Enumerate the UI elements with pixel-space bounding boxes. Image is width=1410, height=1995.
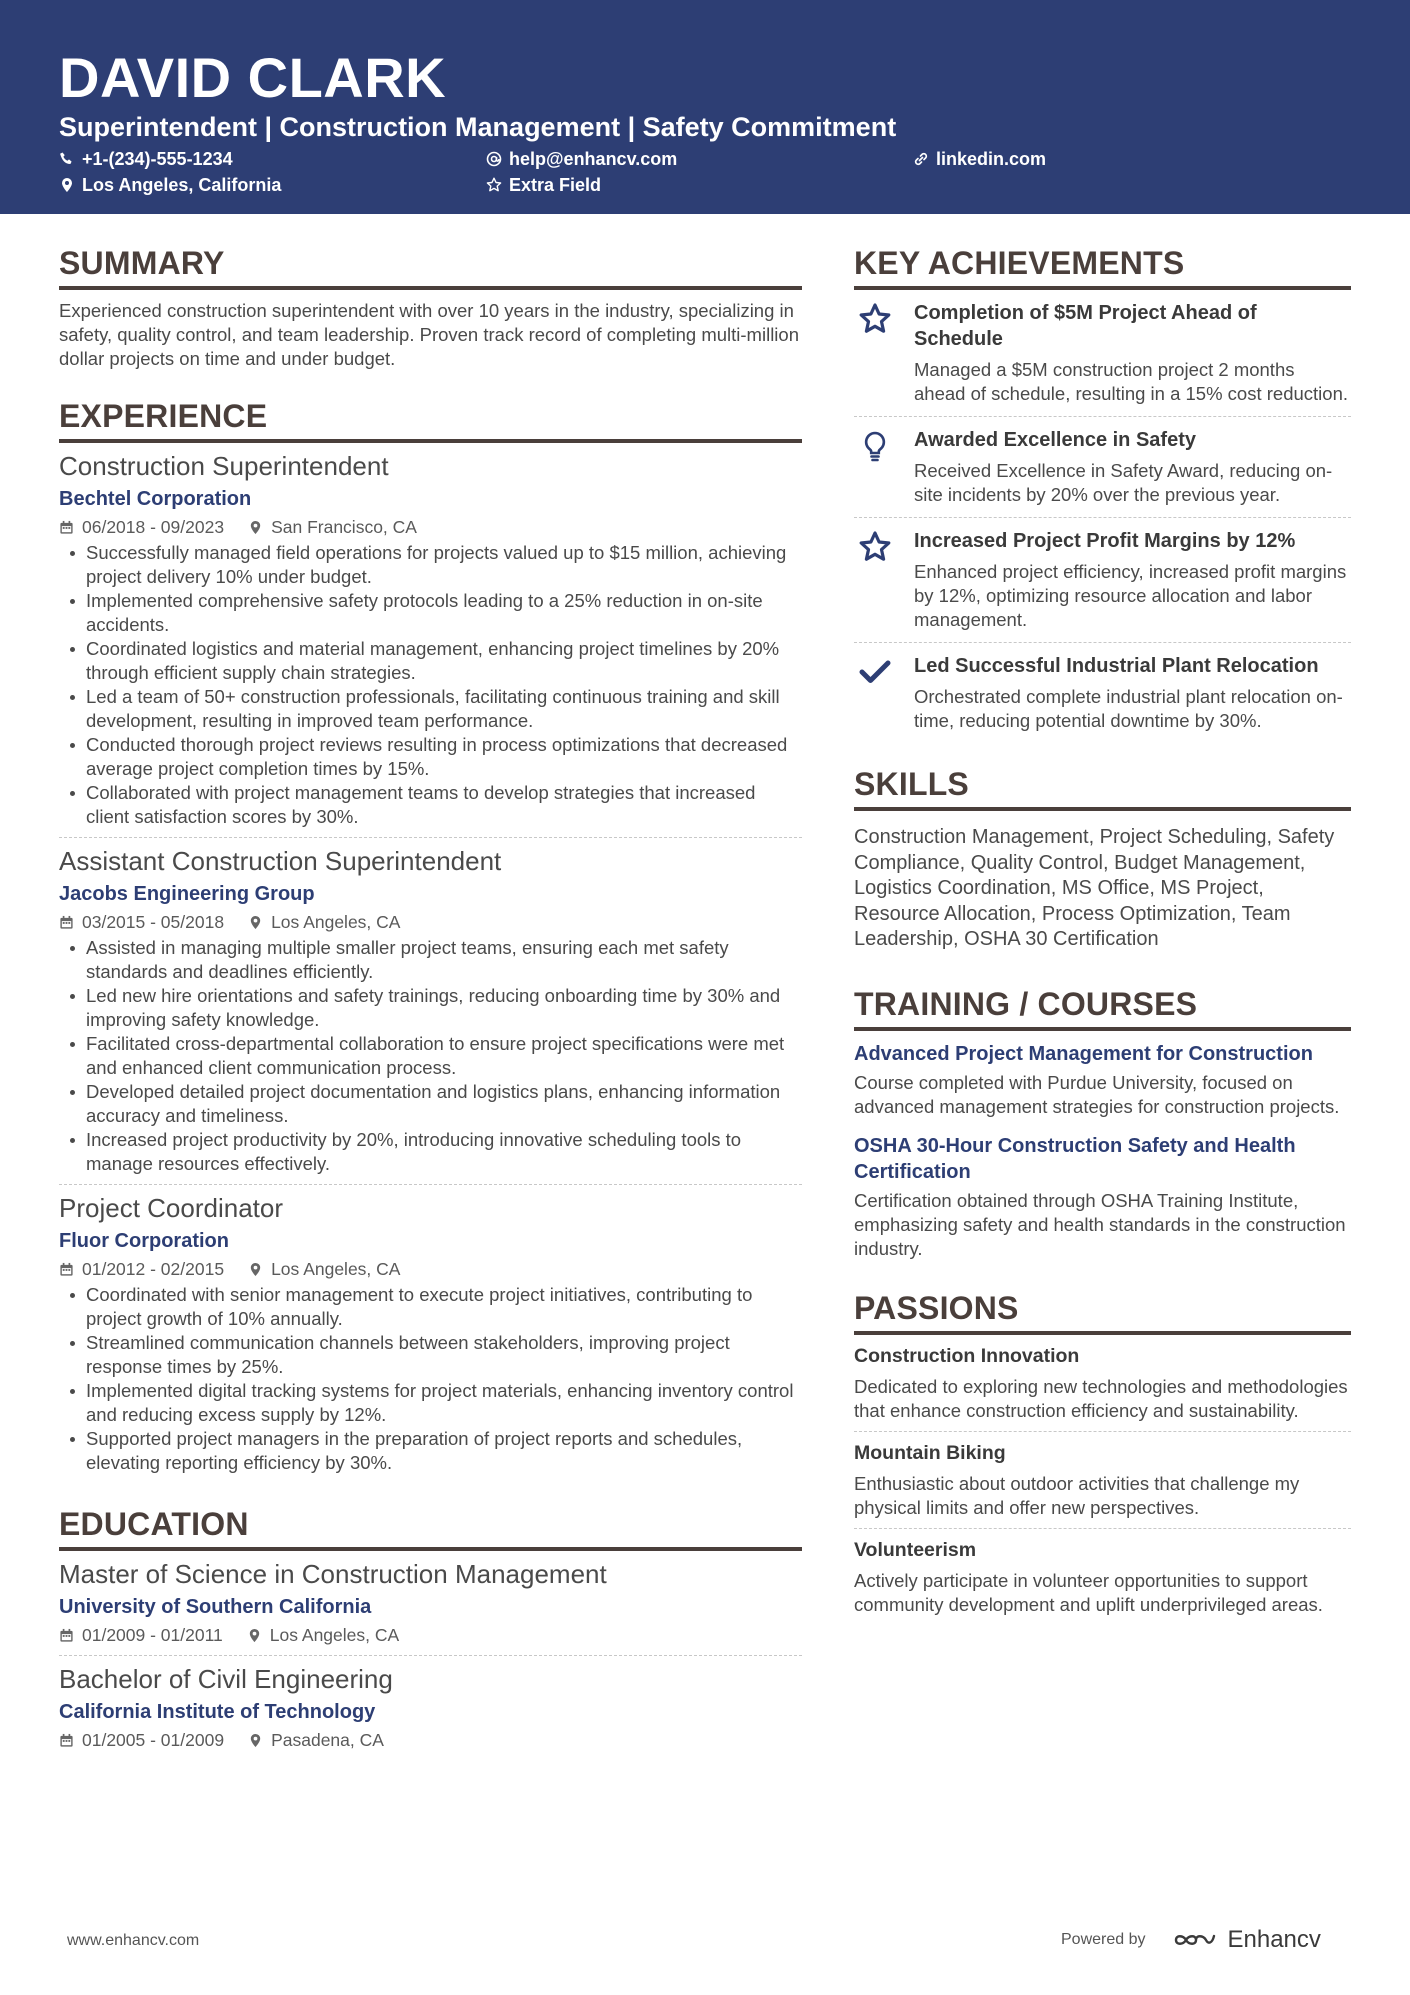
skills-section: [854, 765, 1351, 953]
job-dates: 01/2012 - 02/2015: [82, 1259, 225, 1279]
course-desc: Certification obtained through OSHA Training Institute, emphasizing safety and health standards in the construction industry.: [854, 1189, 1346, 1259]
education-location: Pasadena, CA: [271, 1730, 384, 1750]
checkmark-icon: [854, 653, 914, 733]
achievement-desc: Enhanced project efficiency, increased profit margins by 12%, optimizing resource allocation and labor management.: [914, 561, 1347, 630]
bullet-item: Implemented digital tracking systems for project materials, enhancing inventory control and reducing excess supply by 12%.: [59, 1379, 802, 1427]
degree-title: Bachelor of Civil Engineering: [59, 1664, 393, 1694]
course-item: [854, 1133, 1351, 1261]
location-text: Los Angeles, California: [82, 175, 282, 195]
section-title-experience: EXPERIENCE: [59, 397, 802, 443]
at-icon: [486, 151, 502, 167]
contact-extra: [486, 174, 601, 196]
footer-website[interactable]: www.enhancv.com: [67, 1932, 200, 1949]
location-pin-icon: [248, 915, 263, 930]
enhancv-logo-icon: [1172, 1928, 1220, 1952]
experience-section: [59, 397, 802, 1483]
company-name: Bechtel Corporation: [59, 488, 252, 510]
bullet-item: Led a team of 50+ construction professionals, facilitating continuous training and skill development, resulting in improved team performance.: [59, 685, 802, 733]
achievement-item: [854, 518, 1351, 643]
education-entry: [59, 1551, 802, 1656]
section-title-summary: SUMMARY: [59, 244, 802, 290]
contact-location: [59, 174, 281, 196]
job-dates: 06/2018 - 09/2023: [82, 517, 225, 537]
section-title-education: EDUCATION: [59, 1505, 802, 1551]
achievements-section: [854, 244, 1351, 743]
calendar-icon: [59, 915, 74, 930]
section-title-training: TRAINING / COURSES: [854, 985, 1351, 1031]
location-pin-icon: [248, 1733, 263, 1748]
bullet-item: Coordinated with senior management to execute project initiatives, contributing to project growth of 10% annually.: [59, 1283, 802, 1331]
passion-desc: Dedicated to exploring new technologies and methodologies that enhance construction efficiency and sustainability.: [854, 1375, 1348, 1421]
achievement-item: [854, 290, 1351, 417]
experience-entry: [59, 443, 802, 838]
passion-title: Mountain Biking: [854, 1441, 1006, 1464]
job-dates: 03/2015 - 05/2018: [82, 912, 225, 932]
degree-title: Master of Science in Construction Management: [59, 1559, 607, 1589]
job-meta: [59, 910, 802, 934]
skills-text: Construction Management, Project Scheduling, Safety Compliance, Quality Control, Budget Management, Logistics Coordination, MS Office, MS Project, Resource Allocation, Process Optimization, Team Leadership, OSHA 30 Certification: [854, 826, 1335, 950]
extra-field-text: Extra Field: [509, 175, 602, 195]
section-title-passions: PASSIONS: [854, 1289, 1351, 1335]
brand-name: Enhancv: [1227, 1926, 1321, 1953]
phone-text: +1-(234)-555-1234: [82, 149, 233, 169]
passion-desc: Enthusiastic about outdoor activities that challenge my physical limits and offer new perspectives.: [854, 1472, 1300, 1518]
bullet-item: Conducted thorough project reviews resulting in process optimizations that decreased average project completion times by 15%.: [59, 733, 802, 781]
course-title: Advanced Project Management for Construction: [854, 1042, 1313, 1065]
passion-title: Volunteerism: [854, 1538, 977, 1561]
school-name: California Institute of Technology: [59, 1701, 376, 1723]
star-icon: [854, 528, 914, 632]
candidate-tagline: Superintendent | Construction Management | Safety Commitment: [59, 112, 897, 142]
phone-icon: [59, 151, 75, 167]
star-outline-icon: [486, 177, 502, 193]
passion-item: [854, 1529, 1351, 1625]
location-pin-icon: [248, 1262, 263, 1277]
achievement-title: Led Successful Industrial Plant Relocation: [914, 655, 1319, 677]
calendar-icon: [59, 520, 74, 535]
bullet-item: Collaborated with project management teams to develop strategies that increased client satisfaction scores by 30%.: [59, 781, 802, 829]
achievement-title: Completion of $5M Project Ahead of Schedule: [914, 302, 1257, 350]
education-location: Los Angeles, CA: [269, 1625, 400, 1645]
bullet-item: Streamlined communication channels between stakeholders, improving project response times by 25%.: [59, 1331, 802, 1379]
calendar-icon: [59, 1733, 74, 1748]
contact-phone: [59, 148, 233, 170]
achievement-desc: Managed a $5M construction project 2 months ahead of schedule, resulting in a 15% cost reduction.: [914, 359, 1349, 404]
job-bullets: [59, 1283, 802, 1475]
section-title-skills: SKILLS: [854, 765, 1351, 811]
job-meta: [59, 1257, 802, 1281]
location-pin-icon: [59, 177, 75, 193]
link-icon: [913, 151, 929, 167]
job-location: San Francisco, CA: [271, 517, 417, 537]
achievement-item: [854, 417, 1351, 518]
bullet-item: Implemented comprehensive safety protocols leading to a 25% reduction in on-site accidents.: [59, 589, 802, 637]
contact-email[interactable]: [486, 148, 677, 170]
footer-powered-by: [1061, 1926, 1321, 1954]
bullet-item: Facilitated cross-departmental collaboration to ensure project specifications were met and enhanced client communication process.: [59, 1032, 802, 1080]
job-meta: [59, 515, 802, 539]
course-item: [854, 1041, 1351, 1119]
job-location: Los Angeles, CA: [271, 912, 401, 932]
experience-entry: [59, 1185, 802, 1483]
email-text[interactable]: help@enhancv.com: [509, 149, 678, 169]
achievement-desc: Received Excellence in Safety Award, reducing on-site incidents by 20% over the previous year.: [914, 460, 1333, 505]
star-icon: [854, 300, 914, 406]
education-entry: [59, 1656, 802, 1760]
section-title-achievements: KEY ACHIEVEMENTS: [854, 244, 1351, 290]
bullet-item: Increased project productivity by 20%, introducing innovative scheduling tools to manage resources effectively.: [59, 1128, 802, 1176]
job-location: Los Angeles, CA: [271, 1259, 401, 1279]
passion-desc: Actively participate in volunteer opportunities to support community development and uplift underprivileged areas.: [854, 1569, 1323, 1615]
passion-item: [854, 1432, 1351, 1529]
job-title: Construction Superintendent: [59, 451, 389, 481]
achievement-title: Increased Project Profit Margins by 12%: [914, 530, 1296, 552]
bullet-item: Assisted in managing multiple smaller project teams, ensuring each met safety standards and deadlines efficiently.: [59, 936, 802, 984]
job-bullets: [59, 936, 802, 1176]
education-meta: [59, 1623, 802, 1647]
passion-title: Construction Innovation: [854, 1344, 1080, 1367]
job-title: Project Coordinator: [59, 1193, 283, 1223]
education-dates: 01/2005 - 01/2009: [82, 1730, 225, 1750]
achievement-item: [854, 643, 1351, 743]
location-pin-icon: [247, 1628, 262, 1643]
left-column: [59, 244, 802, 1760]
location-pin-icon: [248, 520, 263, 535]
course-desc: Course completed with Purdue University, focused on advanced management strategies for construction projects.: [854, 1071, 1340, 1117]
school-name: University of Southern California: [59, 1596, 372, 1618]
company-name: Fluor Corporation: [59, 1230, 229, 1252]
summary-text: Experienced construction superintendent with over 10 years in the industry, specializing in safety, quality control, and team leadership. Proven track record of completing multi-million dollar projects on time and under budget.: [59, 300, 799, 369]
job-bullets: [59, 541, 802, 829]
bullet-item: Coordinated logistics and material management, enhancing project timelines by 20% through efficient supply chain strategies.: [59, 637, 802, 685]
education-section: [59, 1505, 802, 1760]
passions-section: [854, 1289, 1351, 1625]
bullet-item: Successfully managed field operations for projects valued up to $15 million, achieving project delivery 10% under budget.: [59, 541, 802, 589]
summary-section: [59, 244, 802, 371]
experience-entry: [59, 838, 802, 1185]
right-column: [854, 244, 1351, 1625]
calendar-icon: [59, 1262, 74, 1277]
passion-item: [854, 1335, 1351, 1432]
education-dates: 01/2009 - 01/2011: [82, 1625, 223, 1645]
education-meta: [59, 1728, 802, 1752]
achievement-desc: Orchestrated complete industrial plant relocation on-time, reducing potential downtime by 30%.: [914, 686, 1343, 731]
job-title: Assistant Construction Superintendent: [59, 846, 502, 876]
candidate-name: DAVID CLARK: [59, 46, 447, 109]
calendar-icon: [59, 1628, 74, 1643]
achievement-title: Awarded Excellence in Safety: [914, 429, 1196, 451]
company-name: Jacobs Engineering Group: [59, 883, 315, 905]
bullet-item: Supported project managers in the preparation of project reports and schedules, elevating reporting efficiency by 30%.: [59, 1427, 802, 1475]
powered-by-text: Powered by: [1061, 1931, 1146, 1948]
contact-linkedin[interactable]: [913, 148, 1046, 170]
bullet-item: Led new hire orientations and safety trainings, reducing onboarding time by 30% and improving safety knowledge.: [59, 984, 802, 1032]
resume-header: [0, 0, 1410, 214]
training-section: [854, 985, 1351, 1261]
lightbulb-icon: [854, 427, 914, 507]
bullet-item: Developed detailed project documentation and logistics plans, enhancing information accuracy and timeliness.: [59, 1080, 802, 1128]
course-title: OSHA 30-Hour Construction Safety and Health Certification: [854, 1134, 1296, 1183]
linkedin-text[interactable]: linkedin.com: [936, 149, 1047, 169]
